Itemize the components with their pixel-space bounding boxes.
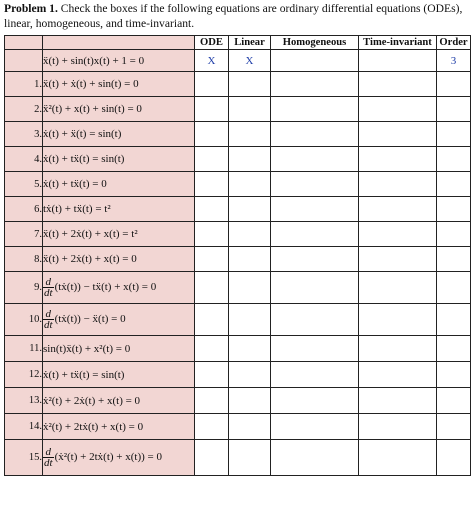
homogeneous-checkbox-cell[interactable] — [271, 336, 359, 362]
derivative-operator: $\frac{d}{dt}$ — [44, 446, 53, 469]
table-row — [5, 97, 471, 122]
homogeneous-checkbox-cell[interactable] — [271, 304, 359, 336]
time-invariant-checkbox-cell[interactable] — [359, 336, 437, 362]
example-order-value[interactable]: 3 — [437, 50, 471, 72]
ode-checkbox-cell[interactable] — [195, 247, 229, 272]
homogeneous-checkbox-cell[interactable] — [271, 440, 359, 476]
table-row — [5, 247, 471, 272]
row-number: 3. — [5, 122, 43, 147]
time-invariant-checkbox-cell[interactable] — [359, 172, 437, 197]
linear-checkbox-cell[interactable] — [229, 222, 271, 247]
ode-checkbox-cell[interactable] — [195, 172, 229, 197]
homogeneous-checkbox-cell[interactable] — [271, 272, 359, 304]
order-checkbox-cell[interactable] — [437, 414, 471, 440]
table-row — [5, 304, 471, 336]
homogeneous-checkbox-cell[interactable] — [271, 172, 359, 197]
time-invariant-checkbox-cell[interactable] — [359, 122, 437, 147]
row-number: 8. — [5, 247, 43, 272]
homogeneous-checkbox-cell[interactable] — [271, 388, 359, 414]
row-equation — [43, 197, 195, 222]
homogeneous-checkbox-cell[interactable] — [271, 247, 359, 272]
problem-statement — [4, 1, 470, 31]
order-checkbox-cell[interactable] — [437, 388, 471, 414]
row-equation — [43, 97, 195, 122]
row-equation — [43, 122, 195, 147]
ode-checkbox-cell[interactable] — [195, 362, 229, 388]
table-row — [5, 197, 471, 222]
header-equation-blank — [43, 36, 195, 50]
header-row — [5, 36, 471, 50]
order-checkbox-cell[interactable] — [437, 122, 471, 147]
row-number: 13. — [5, 388, 43, 414]
row-number: 10. — [5, 304, 43, 336]
ode-checkbox-cell[interactable] — [195, 147, 229, 172]
equation-text: ẍ(t) + ẋ(t) + sin(t) = 0 — [43, 78, 139, 90]
equation-text: ẋ²(t) + 2tẋ(t) + x(t) = 0 — [43, 420, 144, 433]
row-equation — [43, 172, 195, 197]
row-number: 11. — [5, 336, 43, 362]
row-number: 9. — [5, 272, 43, 304]
linear-checkbox-cell[interactable] — [229, 247, 271, 272]
equation-text: (ẋ²(t) + 2tẋ(t) + x(t)) = 0 — [54, 451, 163, 464]
row-number: 1. — [5, 72, 43, 97]
equation-text: ẍ²(t) + x(t) + sin(t) = 0 — [43, 103, 142, 115]
order-checkbox-cell[interactable] — [437, 197, 471, 222]
equation-text: sin(t)ẍ(t) + x²(t) = 0 — [43, 342, 131, 355]
equation-text: (tẋ(t)) − tẍ(t) + x(t) = 0 — [54, 281, 157, 294]
row-equation — [43, 147, 195, 172]
header-ode: ODE — [195, 36, 229, 50]
row-equation — [43, 388, 195, 414]
row-number: 4. — [5, 147, 43, 172]
linear-checkbox-cell[interactable] — [229, 388, 271, 414]
row-equation — [43, 440, 195, 476]
order-checkbox-cell[interactable] — [437, 272, 471, 304]
time-invariant-checkbox-cell[interactable] — [359, 440, 437, 476]
homogeneous-checkbox-cell[interactable] — [271, 197, 359, 222]
ode-checkbox-cell[interactable] — [195, 440, 229, 476]
homogeneous-checkbox-cell[interactable] — [271, 72, 359, 97]
row-equation — [43, 362, 195, 388]
linear-checkbox-cell[interactable] — [229, 122, 271, 147]
table-row — [5, 222, 471, 247]
linear-checkbox-cell[interactable] — [229, 172, 271, 197]
header-time-invariant: Time-invariant — [359, 36, 437, 50]
header-linear: Linear — [229, 36, 271, 50]
table-row — [5, 362, 471, 388]
example-time-invariant-check[interactable] — [359, 50, 437, 72]
ode-checkbox-cell[interactable] — [195, 388, 229, 414]
time-invariant-checkbox-cell[interactable] — [359, 222, 437, 247]
table-row — [5, 172, 471, 197]
order-checkbox-cell[interactable] — [437, 172, 471, 197]
row-number: 12. — [5, 362, 43, 388]
row-equation — [43, 72, 195, 97]
table-row — [5, 414, 471, 440]
ode-checkbox-cell[interactable] — [195, 197, 229, 222]
time-invariant-checkbox-cell[interactable] — [359, 272, 437, 304]
row-number: 15. — [5, 440, 43, 476]
order-checkbox-cell[interactable] — [437, 440, 471, 476]
header-order: Order — [437, 36, 471, 50]
table-row — [5, 388, 471, 414]
time-invariant-checkbox-cell[interactable] — [359, 362, 437, 388]
ode-checkbox-cell[interactable] — [195, 97, 229, 122]
order-checkbox-cell[interactable] — [437, 247, 471, 272]
ode-checkbox-cell[interactable] — [195, 72, 229, 97]
problem-text: Check the boxes if the following equations are ordinary differential equations (ODEs), linear, homogeneous, and time-invariant. — [4, 2, 463, 30]
ode-checkbox-cell[interactable] — [195, 304, 229, 336]
equation-text: ẋ(t) + tẍ(t) = sin(t) — [43, 368, 125, 381]
linear-checkbox-cell[interactable] — [229, 272, 271, 304]
ode-checkbox-cell[interactable] — [195, 336, 229, 362]
linear-checkbox-cell[interactable] — [229, 197, 271, 222]
linear-checkbox-cell[interactable] — [229, 362, 271, 388]
equation-text: ẋ(t) + ẍ(t) = sin(t) — [43, 128, 122, 140]
table-row — [5, 272, 471, 304]
equation-text: ẋ(t) + tẍ(t) = 0 — [43, 178, 107, 190]
equation-text: ẍ(t) + 2ẋ(t) + x(t) = 0 — [43, 253, 137, 265]
homogeneous-checkbox-cell[interactable] — [271, 222, 359, 247]
order-checkbox-cell[interactable] — [437, 147, 471, 172]
row-number: 7. — [5, 222, 43, 247]
time-invariant-checkbox-cell[interactable] — [359, 304, 437, 336]
row-equation — [43, 272, 195, 304]
homogeneous-checkbox-cell[interactable] — [271, 122, 359, 147]
linear-checkbox-cell[interactable] — [229, 304, 271, 336]
ode-checkbox-cell[interactable] — [195, 122, 229, 147]
row-number: 14. — [5, 414, 43, 440]
header-homogeneous: Homogeneous — [271, 36, 359, 50]
time-invariant-checkbox-cell[interactable] — [359, 147, 437, 172]
ode-classification-table — [4, 35, 471, 476]
order-checkbox-cell[interactable] — [437, 336, 471, 362]
homogeneous-checkbox-cell[interactable] — [271, 414, 359, 440]
row-equation — [43, 304, 195, 336]
row-number: 6. — [5, 197, 43, 222]
example-equation: ẍ(t) + sin(t)x(t) + 1 = 0 — [43, 50, 195, 72]
homogeneous-checkbox-cell[interactable] — [271, 147, 359, 172]
example-row — [5, 50, 471, 72]
linear-checkbox-cell[interactable] — [229, 440, 271, 476]
order-checkbox-cell[interactable] — [437, 304, 471, 336]
equation-text: ẋ²(t) + 2ẋ(t) + x(t) = 0 — [43, 394, 141, 407]
table-row — [5, 336, 471, 362]
linear-checkbox-cell[interactable] — [229, 97, 271, 122]
ode-checkbox-cell[interactable] — [195, 222, 229, 247]
header-blank — [5, 36, 43, 50]
table-row — [5, 72, 471, 97]
homogeneous-checkbox-cell[interactable] — [271, 362, 359, 388]
row-number: 2. — [5, 97, 43, 122]
equation-text: (tẋ(t)) − ẍ(t) = 0 — [54, 313, 126, 326]
example-ode-check[interactable]: X — [195, 50, 229, 72]
homogeneous-checkbox-cell[interactable] — [271, 97, 359, 122]
linear-checkbox-cell[interactable] — [229, 72, 271, 97]
derivative-operator: $\frac{d}{dt}$ — [44, 308, 53, 331]
example-homogeneous-check[interactable] — [271, 50, 359, 72]
order-checkbox-cell[interactable] — [437, 72, 471, 97]
row-equation — [43, 222, 195, 247]
ode-checkbox-cell[interactable] — [195, 414, 229, 440]
time-invariant-checkbox-cell[interactable] — [359, 72, 437, 97]
linear-checkbox-cell[interactable] — [229, 336, 271, 362]
row-number: 5. — [5, 172, 43, 197]
row-equation — [43, 336, 195, 362]
table-row — [5, 122, 471, 147]
derivative-operator: $\frac{d}{dt}$ — [44, 276, 53, 299]
table-row — [5, 440, 471, 476]
time-invariant-checkbox-cell[interactable] — [359, 247, 437, 272]
example-num — [5, 50, 43, 72]
equation-text: ẍ(t) + 2ẋ(t) + x(t) = t² — [43, 228, 138, 240]
time-invariant-checkbox-cell[interactable] — [359, 97, 437, 122]
time-invariant-checkbox-cell[interactable] — [359, 388, 437, 414]
table-row — [5, 147, 471, 172]
ode-checkbox-cell[interactable] — [195, 272, 229, 304]
time-invariant-checkbox-cell[interactable] — [359, 197, 437, 222]
linear-checkbox-cell[interactable] — [229, 147, 271, 172]
order-checkbox-cell[interactable] — [437, 362, 471, 388]
linear-checkbox-cell[interactable] — [229, 414, 271, 440]
row-equation — [43, 414, 195, 440]
order-checkbox-cell[interactable] — [437, 97, 471, 122]
example-linear-check[interactable]: X — [229, 50, 271, 72]
time-invariant-checkbox-cell[interactable] — [359, 414, 437, 440]
row-equation — [43, 247, 195, 272]
order-checkbox-cell[interactable] — [437, 222, 471, 247]
equation-text: tẋ(t) + tẍ(t) = t² — [43, 203, 111, 215]
equation-text: ẋ(t) + tẍ(t) = sin(t) — [43, 153, 125, 165]
problem-label: Problem 1. — [4, 2, 58, 15]
